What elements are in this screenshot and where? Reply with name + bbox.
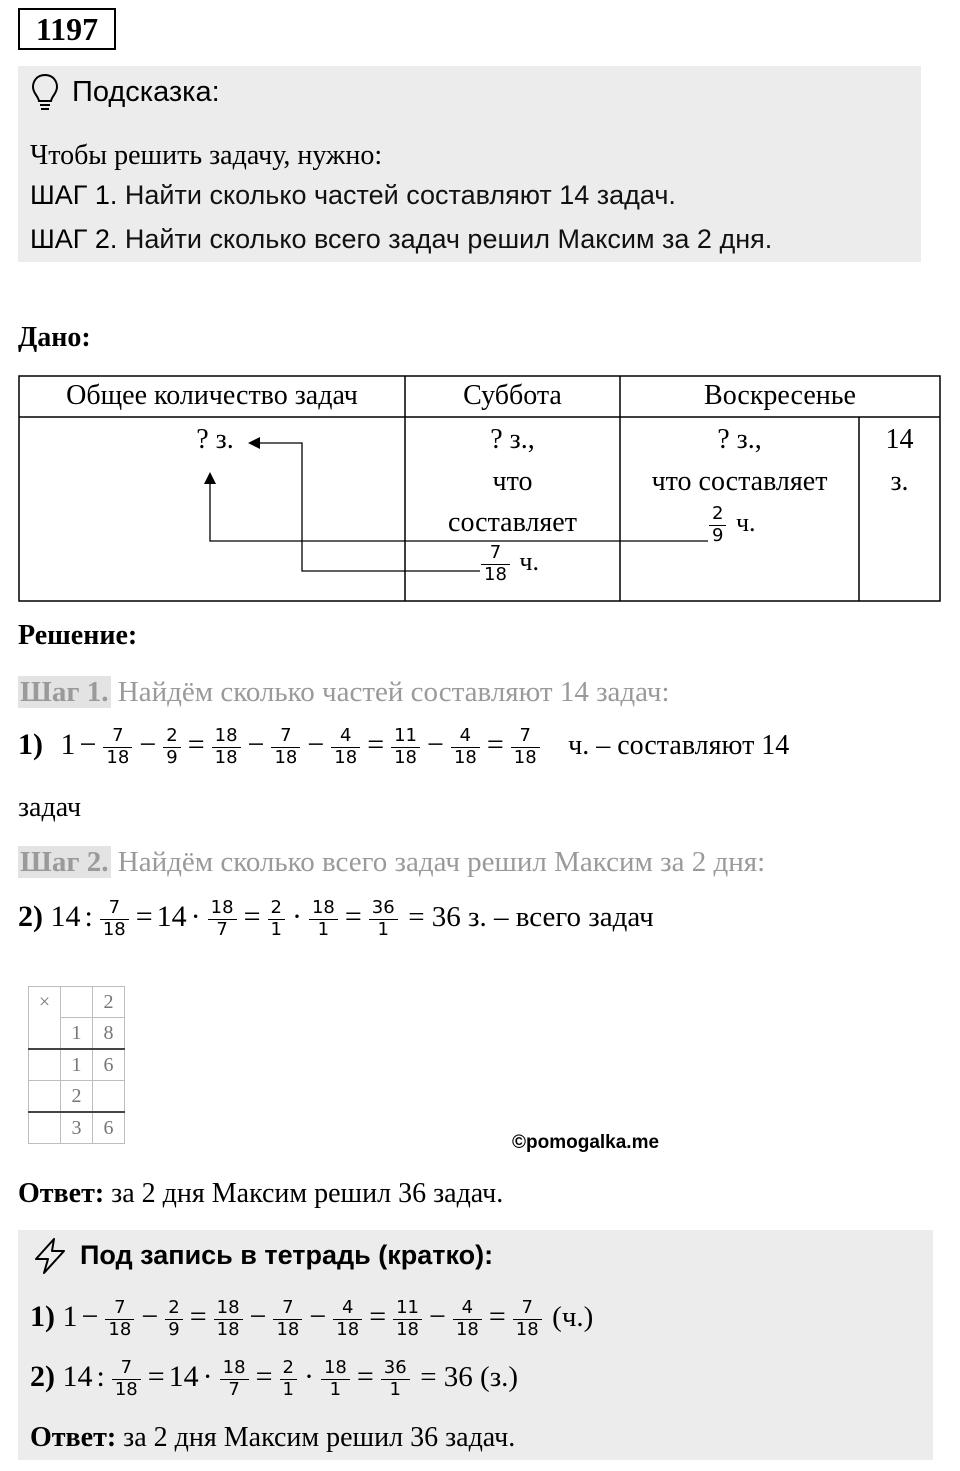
grid-cell: 2 [61,1081,93,1113]
fraction: $\frac{7}{18}$ [511,726,540,768]
fourteen: 14 [156,900,187,934]
hint-intro: Чтобы решить задачу, нужно: [30,140,383,171]
line-2-number: 2) [30,1360,55,1394]
notebook-title: Под запись в тетрадь (кратко): [80,1240,494,1270]
fraction: $\frac{36}{1}$ [381,1358,410,1400]
answer [18,1178,503,1210]
given-saturday-line3: составляет [448,507,577,538]
step-2-text: Найдём сколько всего задач решил Максим за 2 дня: [117,846,766,878]
grid-row [29,1112,125,1144]
grid-cell: 1 [61,1049,93,1081]
grid-cell: 2 [93,987,125,1018]
fraction [481,543,510,585]
grid-cell [29,1081,61,1113]
notebook-answer-text: за 2 дня Максим решил 36 задач. [123,1422,516,1453]
grid-row [29,1018,125,1050]
step-2-label: Шаг 2. [20,846,109,878]
equation-1-number: 1) [18,728,43,762]
grid-row [29,987,125,1018]
grid-cell: 6 [93,1049,125,1081]
fraction: $\frac{2}{1}$ [268,898,285,940]
line-1-number: 1) [30,1300,55,1334]
step-1-text: Найдём сколько частей составляют 14 задач: [117,676,670,708]
given-sunday-fraction [706,504,756,546]
notebook-answer-label: Ответ: [30,1422,117,1453]
given-header-sunday: Воскресенье [704,380,856,411]
hint-step-2-text: Найти сколько всего задач решил Максим за 2 дня. [124,224,773,254]
given-sunday-line2: что составляет [651,466,828,497]
given-sunday-line1: ? з., [717,424,762,455]
grid-cell [61,987,93,1018]
fraction: $\frac{36}{1}$ [369,898,398,940]
fraction: $\frac{7}{18}$ [100,898,129,940]
given-extra-line2: з. [890,466,909,497]
grid-cell [93,1081,125,1113]
one: 1 [62,1300,78,1334]
fraction: $\frac{7}{18}$ [271,726,300,768]
grid-cell: 6 [93,1112,125,1144]
fraction: $\frac{4}{18}$ [331,726,360,768]
given-header-total: Общее количество задач [66,380,358,411]
fraction: $\frac{2}{9}$ [163,726,180,768]
equation-1-wrap: задач [18,792,82,823]
fraction: $\frac{7}{18}$ [103,726,132,768]
notebook-line-2: 2) 14 : $\frac{7}{18}$ = 14 · $\frac{18}{7}$ = $\frac{2}{1}$ · $\frac{18}{1}$ = $\frac{36}{1}$ = 36 (з.) [30,1357,519,1400]
lightning-icon [30,1236,70,1276]
fraction: $\frac{18}{1}$ [309,898,338,940]
grid-cell: × [29,987,61,1018]
given-saturday-fraction [478,543,539,585]
grid-row [29,1081,125,1113]
numerator: 7 [481,543,510,565]
given-saturday-line1: ? з., [490,424,535,455]
task-number: 1197 [18,8,116,50]
equation-2: 2) 14 : $\frac{7}{18}$ = 14 · $\frac{18}{7}$ = $\frac{2}{1}$ · $\frac{18}{1}$ = $\frac{36}{1}$ = 36 з. – всего задач [18,897,654,940]
fraction: $\frac{2}{1}$ [280,1358,297,1400]
given-extra-line1: 14 [885,424,914,455]
unit: ч. [735,508,756,538]
fourteen: 14 [62,1360,93,1394]
notebook-line-1: 1) 1 − $\frac{7}{18}$ − $\frac{2}{9}$ = $\frac{18}{18}$ − $\frac{7}{18}$ − $\frac{4}{18}$ = $\frac{11}{18}$ − $\frac{4}{18}$ = $\frac{7}{18}$ (ч.) [30,1297,594,1340]
grid-cell: 3 [61,1112,93,1144]
solution-title: Решение: [18,620,138,651]
fraction [709,504,726,546]
hint-title: Подсказка: [72,76,220,108]
grid-cell: 8 [93,1018,125,1050]
equation-2-tail: = 36 з. – всего задач [408,901,654,934]
given-title: Дано: [18,322,91,353]
equation-1-tail: ч. – составляют 14 [568,730,790,762]
grid-row [29,1049,125,1081]
fraction: $\frac{11}{18}$ [393,1298,422,1340]
fraction: $\frac{2}{9}$ [165,1298,182,1340]
equation-1: 1) 1 − $\frac{7}{18}$ − $\frac{2}{9}$ = $\frac{18}{18}$ − $\frac{7}{18}$ − $\frac{4}{18}$ = $\frac{11}{18}$ − $\frac{4}{18}$ = $\frac{7}{18}$ ч. – составляют 14 [18,725,790,768]
fourteen: 14 [50,900,81,934]
fraction: $\frac{18}{7}$ [220,1358,249,1400]
equation-2-number: 2) [18,900,43,934]
fraction: $\frac{18}{1}$ [321,1358,350,1400]
hint-step-1-label: ШАГ 1. [30,180,118,210]
notebook-answer [30,1422,515,1454]
grid-cell [29,1112,61,1144]
unit: ч. [519,547,539,577]
fraction: $\frac{7}{18}$ [112,1358,141,1400]
watermark: ©pomogalka.me [512,1132,660,1153]
fraction: $\frac{18}{7}$ [208,898,237,940]
solution-step-2 [18,846,765,879]
fraction: $\frac{4}{18}$ [333,1298,362,1340]
line-1-tail: (ч.) [552,1301,594,1334]
fraction: $\frac{18}{18}$ [212,726,241,768]
fourteen: 14 [168,1360,199,1394]
grid-cell: 1 [61,1018,93,1050]
fraction: $\frac{4}{18}$ [453,1298,482,1340]
line-2-tail: = 36 (з.) [420,1361,519,1394]
given-header-saturday: Суббота [463,380,562,411]
denominator: 9 [712,524,724,546]
answer-label: Ответ: [18,1178,105,1209]
hint-step-2-label: ШАГ 2. [30,224,118,254]
numerator: 2 [709,504,726,526]
fraction: $\frac{11}{18}$ [391,726,420,768]
denominator: 18 [484,563,507,585]
one: 1 [60,728,76,762]
grid-cell [29,1049,61,1081]
hint-step-1-text: Найти сколько частей составляют 14 задач. [124,180,676,210]
answer-text: за 2 дня Максим решил 36 задач. [111,1178,504,1209]
fraction: $\frac{7}{18}$ [513,1298,542,1340]
grid-cell [29,1018,61,1050]
fraction: $\frac{7}{18}$ [273,1298,302,1340]
given-total-value: ? з. [196,424,234,455]
fraction: $\frac{7}{18}$ [105,1298,134,1340]
solution-step-1 [18,676,670,709]
step-1-label: Шаг 1. [20,676,109,708]
given-saturday-line2: что [492,466,533,497]
fraction: $\frac{18}{18}$ [214,1298,243,1340]
multiplication-grid [28,986,125,1144]
fraction: $\frac{4}{18}$ [451,726,480,768]
